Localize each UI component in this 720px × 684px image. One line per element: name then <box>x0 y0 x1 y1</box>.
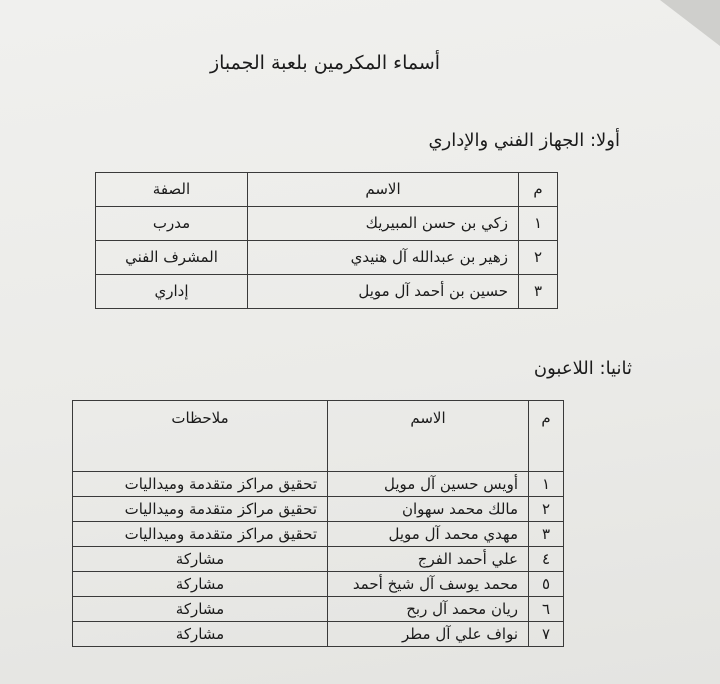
table-row <box>96 241 558 275</box>
header-name: الاسم <box>328 401 529 472</box>
row-name: محمد يوسف آل شيخ أحمد <box>328 572 529 597</box>
header-role: الصفة <box>96 173 248 207</box>
row-note: تحقيق مراكز متقدمة وميداليات <box>73 472 328 497</box>
section-heading-players: ثانيا: اللاعبون <box>533 358 632 379</box>
row-name: زكي بن حسن المبيريك <box>248 207 519 241</box>
row-name: حسين بن أحمد آل مويل <box>248 275 519 309</box>
row-name: علي أحمد الفرج <box>328 547 529 572</box>
table-row <box>73 522 564 547</box>
table-row <box>96 207 558 241</box>
row-note: مشاركة <box>73 547 328 572</box>
table-row <box>73 572 564 597</box>
row-name: أويس حسين آل مويل <box>328 472 529 497</box>
row-num: ٢ <box>529 497 564 522</box>
staff-table <box>95 172 558 309</box>
row-name: زهير بن عبدالله آل هنيدي <box>248 241 519 275</box>
row-num: ٢ <box>519 241 558 275</box>
section-heading-staff: أولا: الجهاز الفني والإداري <box>428 130 620 151</box>
row-num: ٥ <box>529 572 564 597</box>
row-role: إداري <box>96 275 248 309</box>
row-num: ٤ <box>529 547 564 572</box>
row-note: تحقيق مراكز متقدمة وميداليات <box>73 497 328 522</box>
table-header-row <box>96 173 558 207</box>
row-name: ريان محمد آل ربح <box>328 597 529 622</box>
header-name: الاسم <box>248 173 519 207</box>
row-note: تحقيق مراكز متقدمة وميداليات <box>73 522 328 547</box>
row-name: مهدي محمد آل مويل <box>328 522 529 547</box>
players-table <box>72 400 564 647</box>
table-row <box>73 472 564 497</box>
header-notes: ملاحظات <box>73 401 328 472</box>
row-note: مشاركة <box>73 572 328 597</box>
row-name: مالك محمد سهوان <box>328 497 529 522</box>
header-num: م <box>519 173 558 207</box>
row-num: ٣ <box>519 275 558 309</box>
row-note: مشاركة <box>73 597 328 622</box>
document-title: أسماء المكرمين بلعبة الجمباز <box>209 52 441 74</box>
row-num: ٦ <box>529 597 564 622</box>
row-role: المشرف الفني <box>96 241 248 275</box>
row-role: مدرب <box>96 207 248 241</box>
table-row <box>73 597 564 622</box>
row-num: ٣ <box>529 522 564 547</box>
page-fold-shadow <box>660 0 720 46</box>
row-note: مشاركة <box>73 622 328 647</box>
row-num: ٧ <box>529 622 564 647</box>
table-row <box>96 275 558 309</box>
table-row <box>73 547 564 572</box>
row-num: ١ <box>519 207 558 241</box>
table-row <box>73 497 564 522</box>
header-num: م <box>529 401 564 472</box>
row-name: نواف علي آل مطر <box>328 622 529 647</box>
row-num: ١ <box>529 472 564 497</box>
table-header-row <box>73 401 564 472</box>
table-row <box>73 622 564 647</box>
